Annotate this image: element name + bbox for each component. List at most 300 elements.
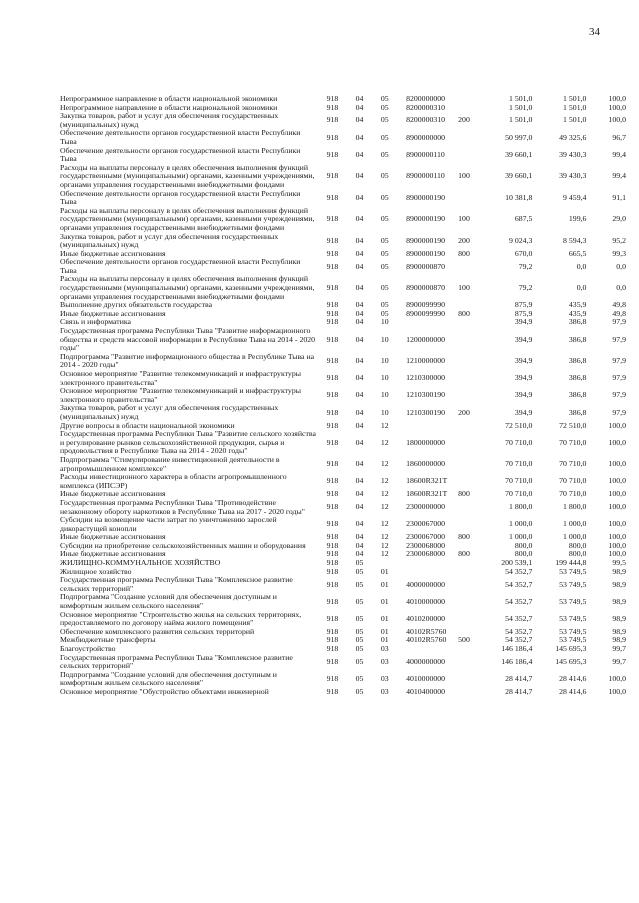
section-code: 05 [355,596,364,606]
actual-amount: 53 749,5 [559,626,587,636]
actual-amount: 1 501,0 [563,102,587,112]
actual-amount: 199 444,8 [555,558,587,568]
target-article-code: 4000000000 [406,656,446,666]
section-code: 04 [355,334,364,344]
planned-amount: 687,5 [514,214,533,224]
row-name: Основное мероприятие "Обустройство объектами инженерной [60,686,269,696]
target-article-code: 8900000000 [406,132,446,142]
target-article-code: 4000000000 [406,579,446,589]
ved-code: 918 [326,94,339,103]
table-row [60,516,626,533]
section-code: 04 [355,540,364,550]
execution-percent: 99,4 [612,149,626,159]
table-row [60,473,626,490]
planned-amount: 39 660,1 [505,171,533,181]
row-name: Выполнение других обязательств государства [60,300,213,310]
row-name: Благоустройство [60,644,116,653]
ved-code: 918 [326,171,339,181]
table-row [60,611,626,628]
subsection-code: 01 [380,635,389,645]
execution-percent: 100,0 [608,532,626,542]
actual-amount: 386,8 [568,334,587,344]
ved-code: 918 [326,489,339,499]
actual-amount: 386,8 [568,390,587,400]
row-name: Иные бюджетные ассигнования [60,489,166,499]
actual-amount: 1 800,0 [563,502,587,512]
target-article-code: 8200000310 [406,115,446,125]
actual-amount: 1 501,0 [563,115,587,125]
target-article-code: 2300068000 [406,540,446,550]
target-article-code: 1210300000 [406,373,446,383]
actual-amount: 70 710,0 [559,489,587,499]
target-article-code: 8900000190 [406,248,446,258]
target-article-code: 2300067000 [406,519,446,529]
target-article-code: 1210300190 [406,390,446,400]
subsection-code: 05 [380,132,389,142]
target-article-code: 2300068000 [406,549,446,559]
actual-amount: 53 749,5 [559,635,587,645]
table-row [60,387,626,404]
planned-amount: 70 710,0 [505,437,533,447]
row-name: Подпрограмма "Создание условий для обеспечения доступным и комфортным жильем сельского населения" [60,669,277,688]
actual-amount: 665,5 [568,248,587,258]
ved-code: 918 [326,373,339,383]
section-code: 04 [355,300,364,310]
ved-code: 918 [326,459,339,469]
target-article-code: 8900000870 [406,283,446,293]
row-name: Расходы на выплаты персоналу в целях обеспечения выполнения функций государственными (муниципальными) органами, казенными учреждениями, органами управления государственными внебюджетными фондами [60,205,315,232]
table-row [60,654,626,671]
subsection-code: 10 [380,373,389,383]
execution-percent: 99,7 [612,656,626,666]
ved-code: 918 [326,579,339,589]
subsection-code: 12 [380,519,389,529]
row-name: Обеспечение деятельности органов государственной власти Республики Тыва [60,145,301,164]
table-row [60,671,626,688]
planned-amount: 394,9 [514,390,533,400]
planned-amount: 70 710,0 [505,489,533,499]
subsection-code: 05 [380,171,389,181]
planned-amount: 28 414,7 [505,686,533,696]
actual-amount: 39 430,3 [559,149,587,159]
actual-amount: 0,0 [576,261,587,271]
subsection-code: 01 [380,579,389,589]
subsection-code: 05 [380,261,389,271]
planned-amount: 1 000,0 [509,532,533,542]
table-row [60,112,626,129]
row-name: Подпрограмма "Создание условий для обеспечения доступным и комфортным жильем сельского населения" [60,592,277,611]
target-article-code: 1210000000 [406,356,446,366]
execution-percent: 49,8 [612,308,626,318]
section-code: 04 [355,283,364,293]
ved-code: 918 [326,596,339,606]
actual-amount: 1 000,0 [563,519,587,529]
actual-amount: 72 510,0 [559,420,587,430]
section-code: 04 [355,519,364,529]
ved-code: 918 [326,132,339,142]
subsection-code: 12 [380,437,389,447]
actual-amount: 386,8 [568,407,587,417]
planned-amount: 1 501,0 [509,94,533,103]
target-article-code: 4010200000 [406,613,446,623]
row-name: Обеспечение комплексного развития сельских территорий [60,626,255,636]
subsection-code: 12 [380,476,389,486]
actual-amount: 145 695,3 [555,656,587,666]
subsection-code: 10 [380,317,389,327]
target-article-code: 18600R321T [406,476,448,486]
target-article-code: 8200000310 [406,102,446,112]
planned-amount: 54 352,7 [505,579,533,589]
execution-percent: 98,9 [612,613,626,623]
section-code: 04 [355,261,364,271]
target-article-code: 8900000190 [406,235,446,245]
table-row [60,576,626,593]
execution-percent: 99,3 [612,248,626,258]
subsection-code: 01 [380,626,389,636]
ved-code: 918 [326,519,339,529]
section-code: 04 [355,102,364,112]
row-name: Государственная программа Республики Тыва "Развитие сельского хозяйства и регулирование рынков сельскохозяйственной продукции, сырья и продовольствия в Республике Тыва на 2014 - 2020 годы" [60,429,316,456]
ved-code: 918 [326,420,339,430]
target-article-code: 1860000000 [406,459,446,469]
target-article-code: 4010000000 [406,596,446,606]
ved-code: 918 [326,532,339,542]
row-name: Другие вопросы в области национальной экономики [60,420,235,430]
planned-amount: 54 352,7 [505,613,533,623]
target-article-code: 18600R321T [406,489,448,499]
planned-amount: 146 186,4 [501,656,533,666]
planned-amount: 1 501,0 [509,102,533,112]
execution-percent: 98,9 [612,635,626,645]
execution-percent: 100,0 [608,102,626,112]
expense-type-code: 800 [458,308,470,318]
ved-code: 918 [326,308,339,318]
planned-amount: 54 352,7 [505,635,533,645]
execution-percent: 97,9 [612,390,626,400]
section-code: 04 [355,549,364,559]
actual-amount: 28 414,6 [559,686,587,696]
actual-amount: 145 695,3 [555,644,587,653]
ved-code: 918 [326,644,339,653]
actual-amount: 0,0 [576,283,587,293]
row-name: Государственная программа Республики Тыва "Противодействие незаконному обороту наркотиков в Республике Тыва на 2017 - 2020 годы" [60,497,305,516]
section-code: 05 [355,686,364,696]
row-name: Расходы на выплаты персоналу в целях обеспечения выполнения функций государственными (муниципальными) органами, казенными учреждениями, органами управления государственными внебюджетными фондами [60,162,315,189]
section-code: 04 [355,476,364,486]
target-article-code: 1210300190 [406,407,446,417]
table-row [60,327,626,353]
expense-type-code: 100 [458,283,470,293]
actual-amount: 386,8 [568,356,587,366]
section-code: 04 [355,115,364,125]
target-article-code: 8900099990 [406,300,446,310]
row-name: Расходы инвестиционного характера в области агропромышленного комплекса (ИПСЭР) [60,472,287,490]
actual-amount: 53 749,5 [559,613,587,623]
planned-amount: 1 000,0 [509,519,533,529]
table-row [60,233,626,250]
subsection-code: 10 [380,407,389,417]
section-code: 04 [355,532,364,542]
row-name: Основное мероприятие "Развитие телекоммуникаций и инфраструктуры электронного правительства" [60,386,301,404]
actual-amount: 49 325,6 [559,132,587,142]
section-code: 04 [355,171,364,181]
execution-percent: 98,9 [612,579,626,589]
actual-amount: 800,0 [568,540,587,550]
planned-amount: 1 501,0 [509,115,533,125]
table-row [60,404,626,421]
ved-code: 918 [326,235,339,245]
planned-amount: 72 510,0 [505,420,533,430]
ved-code: 918 [326,502,339,512]
section-code: 05 [355,613,364,623]
section-code: 04 [355,214,364,224]
execution-percent: 95,2 [612,235,626,245]
row-name: Обеспечение деятельности органов государственной власти Республики Тыва [60,128,301,146]
ved-code: 918 [326,549,339,559]
target-article-code: 8900000190 [406,192,446,202]
target-article-code: 4010000000 [406,674,446,684]
ved-code: 918 [326,476,339,486]
ved-code: 918 [326,566,339,576]
subsection-code: 10 [380,390,389,400]
row-name: Подпрограмма "Стимулирование инвестиционной деятельности в агропромышленном комплексе" [60,454,280,473]
execution-percent: 29,0 [612,214,626,224]
table-row [60,370,626,387]
ved-code: 918 [326,437,339,447]
actual-amount: 435,9 [568,300,587,310]
ved-code: 918 [326,674,339,684]
row-name: Субсидии на возмещение части затрат по уничтожению зарослей дикорастущей конопли [60,515,277,533]
row-name: Основное мероприятие "Строительство жилья на сельских территориях, предоставляемого по договору найма жилого помещения" [60,609,302,628]
planned-amount: 54 352,7 [505,626,533,636]
table-row [60,688,626,697]
execution-percent: 97,9 [612,356,626,366]
section-code: 05 [355,566,364,576]
subsection-code: 05 [380,308,389,318]
table-row [60,430,626,456]
planned-amount: 54 352,7 [505,566,533,576]
table-row [60,593,626,610]
actual-amount: 53 749,5 [559,566,587,576]
row-name: Обеспечение деятельности органов государственной власти Республики Тыва [60,188,301,207]
target-article-code: 4010400000 [406,686,446,696]
row-name: Связь и информатика [60,317,131,327]
row-name: Непрограммное направление в области национальной экономики [60,94,278,103]
subsection-code: 05 [380,214,389,224]
planned-amount: 394,9 [514,317,533,327]
execution-percent: 100,0 [608,476,626,486]
subsection-code: 05 [380,283,389,293]
section-code: 04 [355,308,364,318]
ved-code: 918 [326,149,339,159]
actual-amount: 70 710,0 [559,459,587,469]
ved-code: 918 [326,283,339,293]
section-code: 05 [355,579,364,589]
actual-amount: 39 430,3 [559,171,587,181]
section-code: 04 [355,373,364,383]
section-code: 04 [355,489,364,499]
section-code: 04 [355,132,364,142]
row-name: Закупка товаров, работ и услуг для обеспечения государственных (муниципальных) нужд [60,231,279,250]
table-row [60,275,626,301]
row-name: Подпрограмма "Развитие информационного общества в Республике Тыва на 2014 - 2020 годы" [60,351,315,370]
ved-code: 918 [326,390,339,400]
table-row [60,129,626,146]
actual-amount: 199,6 [568,214,587,224]
ved-code: 918 [326,558,339,568]
expense-type-code: 500 [458,635,470,645]
subsection-code: 12 [380,532,389,542]
row-name: Закупка товаров, работ и услуг для обеспечения государственных (муниципальных) нужд [60,111,279,129]
section-code: 04 [355,356,364,366]
expense-type-code: 800 [458,532,470,542]
execution-percent: 97,9 [612,407,626,417]
subsection-code: 05 [380,102,389,112]
row-name: Обеспечение деятельности органов государственной власти Республики Тыва [60,257,301,275]
row-name: Иные бюджетные ассигнования [60,549,166,559]
subsection-code: 05 [380,248,389,258]
expense-type-code: 100 [458,171,470,181]
table-row [60,164,626,190]
expense-type-code: 800 [458,489,470,499]
execution-percent: 96,7 [612,132,626,142]
subsection-code: 05 [380,235,389,245]
execution-percent: 97,9 [612,373,626,383]
ved-code: 918 [326,635,339,645]
actual-amount: 386,8 [568,317,587,327]
ved-code: 918 [326,317,339,327]
ved-code: 918 [326,626,339,636]
actual-amount: 1 000,0 [563,532,587,542]
subsection-code: 01 [380,613,389,623]
table-row [60,559,626,568]
ved-code: 918 [326,248,339,258]
subsection-code: 05 [380,300,389,310]
expense-type-code: 100 [458,214,470,224]
ved-code: 918 [326,115,339,125]
execution-percent: 99,5 [612,558,626,568]
subsection-code: 05 [380,149,389,159]
subsection-code: 05 [380,94,389,103]
section-code: 04 [355,94,364,103]
planned-amount: 800,0 [514,549,533,559]
actual-amount: 53 749,5 [559,596,587,606]
ved-code: 918 [326,300,339,310]
planned-amount: 10 381,8 [505,192,533,202]
planned-amount: 1 800,0 [509,502,533,512]
section-code: 04 [355,235,364,245]
section-code: 04 [355,390,364,400]
target-article-code: 1200000000 [406,334,446,344]
expense-type-code: 800 [458,248,470,258]
section-code: 04 [355,149,364,159]
execution-percent: 100,0 [608,459,626,469]
table-row [60,147,626,164]
section-code: 05 [355,644,364,653]
ved-code: 918 [326,540,339,550]
target-article-code: 8900000870 [406,261,446,271]
planned-amount: 70 710,0 [505,476,533,486]
planned-amount: 875,9 [514,300,533,310]
target-article-code: 8900000110 [406,149,445,159]
row-name: Основное мероприятие "Развитие телекоммуникаций и инфраструктуры электронного правительства" [60,369,301,387]
planned-amount: 394,9 [514,407,533,417]
target-article-code: 8900000190 [406,214,446,224]
row-name: Государственная программа Республики Тыва "Комплексное развитие сельских территорий" [60,575,293,593]
subsection-code: 05 [380,115,389,125]
target-article-code: 8900099990 [406,308,446,318]
execution-percent: 100,0 [608,502,626,512]
target-article-code: 2300000000 [406,502,446,512]
subsection-code: 03 [380,656,389,666]
subsection-code: 12 [380,420,389,430]
subsection-code: 03 [380,644,389,653]
subsection-code: 01 [380,566,389,576]
ved-code: 918 [326,407,339,417]
ved-code: 918 [326,214,339,224]
target-article-code: 1800000000 [406,437,446,447]
planned-amount: 54 352,7 [505,596,533,606]
actual-amount: 9 459,4 [563,192,587,202]
planned-amount: 28 414,7 [505,674,533,684]
execution-percent: 100,0 [608,519,626,529]
execution-percent: 100,0 [608,94,626,103]
row-name: Иные бюджетные ассигнования [60,308,166,318]
actual-amount: 28 414,6 [559,674,587,684]
planned-amount: 50 997,0 [505,132,533,142]
subsection-code: 12 [380,540,389,550]
execution-percent: 0,0 [616,283,626,293]
subsection-code: 12 [380,489,389,499]
actual-amount: 70 710,0 [559,437,587,447]
subsection-code: 12 [380,502,389,512]
subsection-code: 05 [380,192,389,202]
execution-percent: 100,0 [608,489,626,499]
actual-amount: 53 749,5 [559,579,587,589]
subsection-code: 03 [380,686,389,696]
execution-percent: 91,1 [612,192,626,202]
actual-amount: 800,0 [568,549,587,559]
subsection-code: 03 [380,674,389,684]
target-article-code: 40102R5760 [406,626,447,636]
planned-amount: 670,0 [514,248,533,258]
actual-amount: 8 594,3 [563,235,587,245]
subsection-code: 01 [380,596,389,606]
row-name: Государственная программа Республики Тыва "Развитие информационного общества и средств массовой информации в Республике Тыва на 2014 - 2020 годы" [60,326,316,353]
row-name: Непрограммное направление в области национальной экономики [60,102,278,112]
execution-percent: 100,0 [608,540,626,550]
row-name: Иные бюджетные ассигнования [60,248,166,258]
actual-amount: 70 710,0 [559,476,587,486]
planned-amount: 39 660,1 [505,149,533,159]
expense-type-code: 200 [458,235,470,245]
execution-percent: 99,7 [612,644,626,653]
execution-percent: 0,0 [616,261,626,271]
table-row [60,207,626,233]
ved-code: 918 [326,356,339,366]
execution-percent: 100,0 [608,674,626,684]
section-code: 04 [355,437,364,447]
expense-type-code: 800 [458,549,470,559]
execution-percent: 99,4 [612,171,626,181]
section-code: 04 [355,248,364,258]
table-row [60,456,626,473]
section-code: 04 [355,420,364,430]
target-article-code: 8900000110 [406,171,445,181]
row-name: Межбюджетные трансферты [60,635,156,645]
section-code: 05 [355,558,364,568]
execution-percent: 98,9 [612,626,626,636]
